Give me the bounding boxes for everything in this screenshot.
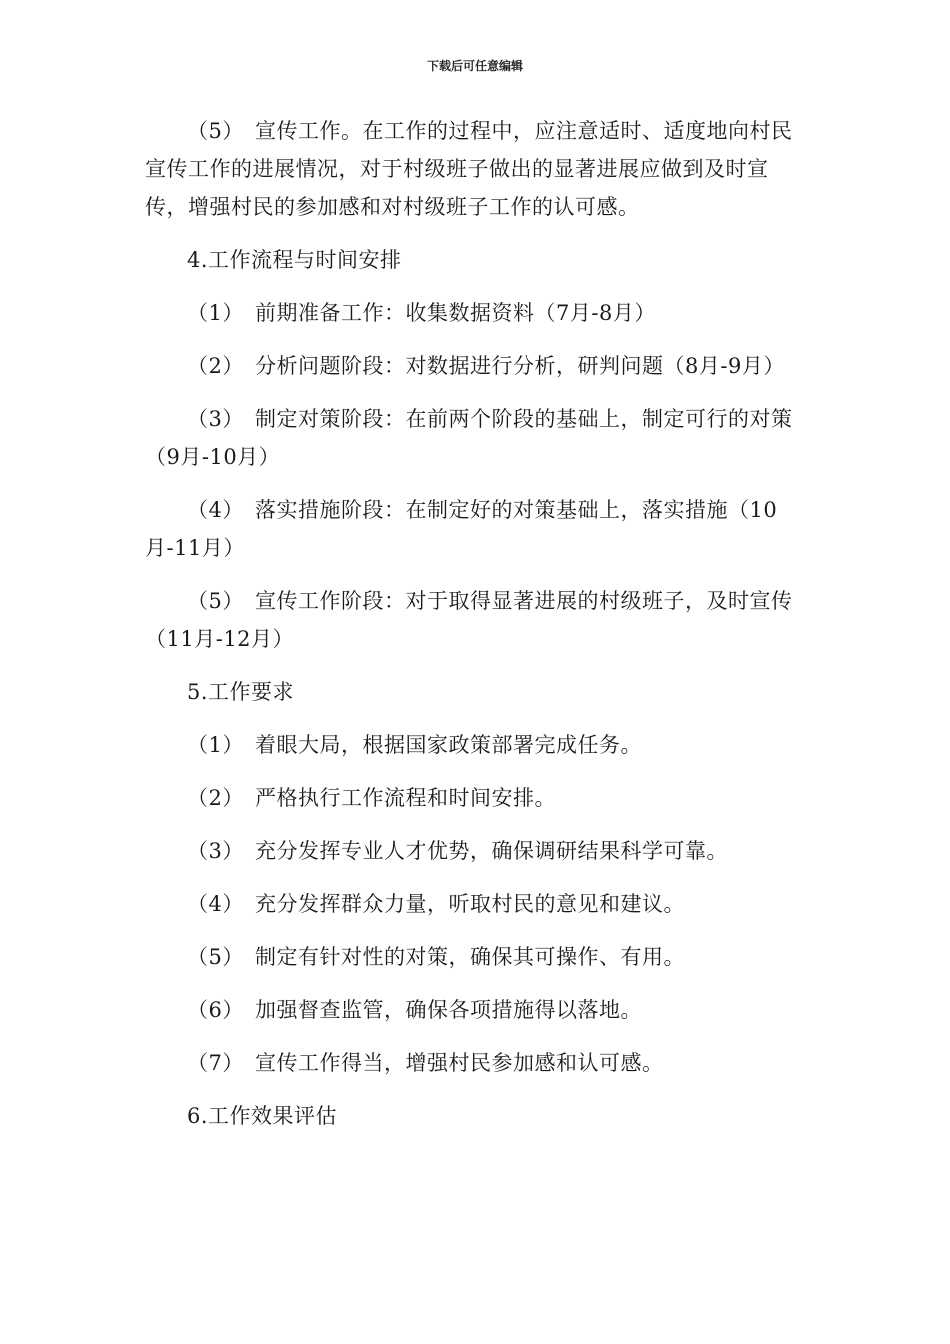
item-number: （2） bbox=[187, 786, 244, 810]
list-item-requirement-4 bbox=[145, 885, 795, 923]
list-item-stage-1 bbox=[145, 294, 795, 332]
item-number: （2） bbox=[187, 354, 244, 378]
section-heading-evaluation: 6.工作效果评估 bbox=[187, 1104, 338, 1128]
item-number: （5） bbox=[187, 945, 244, 969]
section-heading-workflow: 4.工作流程与时间安排 bbox=[187, 248, 402, 272]
item-text: 宣传工作得当，增强村民参加感和认可感。 bbox=[255, 1051, 664, 1075]
item-number: （3） bbox=[187, 407, 244, 431]
item-number: （5） bbox=[187, 119, 244, 143]
item-text: 落实措施阶段：在制定好的对策基础上，落实措施（10月-11月） bbox=[145, 498, 778, 560]
list-item-stage-3 bbox=[145, 400, 795, 476]
list-item-stage-2 bbox=[145, 347, 795, 385]
paragraph-publicity bbox=[145, 112, 795, 226]
list-item-stage-5 bbox=[145, 582, 795, 658]
list-item-requirement-2 bbox=[145, 779, 795, 817]
list-item-stage-4 bbox=[145, 491, 795, 567]
item-text: 分析问题阶段：对数据进行分析，研判问题（8月-9月） bbox=[255, 354, 785, 378]
list-item-requirement-5 bbox=[145, 938, 795, 976]
item-text: 宣传工作。在工作的过程中，应注意适时、适度地向村民宣传工作的进展情况，对于村级班子做出的显著进展应做到及时宣传，增强村民的参加感和对村级班子工作的认可感。 bbox=[145, 119, 793, 219]
item-text: 着眼大局，根据国家政策部署完成任务。 bbox=[255, 733, 642, 757]
item-number: （7） bbox=[187, 1051, 244, 1075]
section-heading-requirements: 5.工作要求 bbox=[187, 680, 295, 704]
item-text: 制定对策阶段：在前两个阶段的基础上，制定可行的对策（9月-10月） bbox=[145, 407, 793, 469]
document-body bbox=[145, 112, 795, 1135]
item-text: 前期准备工作：收集数据资料（7月-8月） bbox=[255, 301, 656, 325]
item-text: 充分发挥专业人才优势，确保调研结果科学可靠。 bbox=[255, 839, 728, 863]
list-item-requirement-1 bbox=[145, 726, 795, 764]
list-item-requirement-6 bbox=[145, 991, 795, 1029]
item-text: 制定有针对性的对策，确保其可操作、有用。 bbox=[255, 945, 685, 969]
item-number: （4） bbox=[187, 892, 244, 916]
item-number: （3） bbox=[187, 839, 244, 863]
item-text: 加强督查监管，确保各项措施得以落地。 bbox=[255, 998, 642, 1022]
list-item-requirement-7 bbox=[145, 1044, 795, 1082]
list-item-requirement-3 bbox=[145, 832, 795, 870]
page-header: 下载后可任意编辑 bbox=[426, 59, 523, 73]
item-text: 严格执行工作流程和时间安排。 bbox=[255, 786, 556, 810]
item-number: （1） bbox=[187, 733, 244, 757]
item-number: （6） bbox=[187, 998, 244, 1022]
item-text: 宣传工作阶段：对于取得显著进展的村级班子，及时宣传（11月-12月） bbox=[145, 589, 793, 651]
item-text: 充分发挥群众力量，听取村民的意见和建议。 bbox=[255, 892, 685, 916]
item-number: （5） bbox=[187, 589, 244, 613]
item-number: （4） bbox=[187, 498, 244, 522]
item-number: （1） bbox=[187, 301, 244, 325]
